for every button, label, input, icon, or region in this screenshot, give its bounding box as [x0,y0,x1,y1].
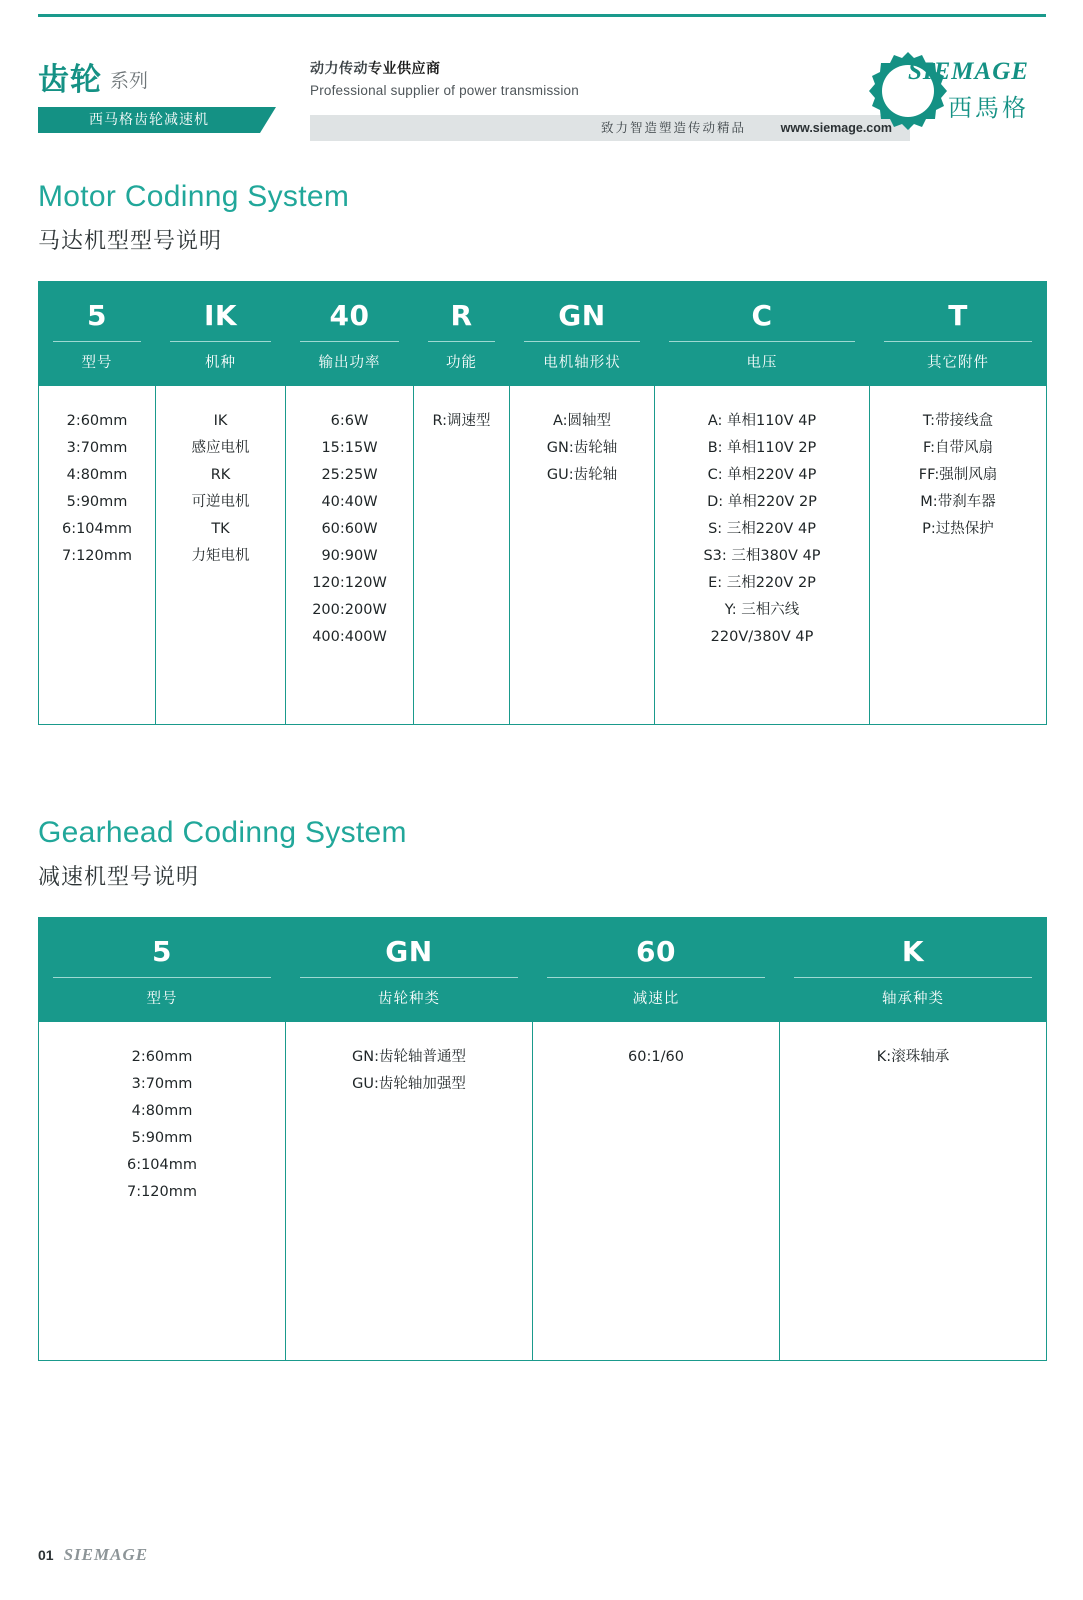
list-item: K:滚珠轴承 [876,1049,950,1065]
list-item: 200:200W [312,602,387,618]
list-item: 120:120W [312,575,387,591]
gearhead-col-label-2: 减速比 [632,991,680,1007]
motor-col-label-5: 电压 [746,355,778,371]
brand-title: 齿轮 [38,62,102,98]
list-item: 力矩电机 [191,548,250,564]
list-item: 5:90mm [66,494,128,510]
gearhead-col-code-2: 60 [636,935,676,968]
list-item: 2:60mm [66,413,128,429]
motor-col-code-1: IK [203,299,238,332]
logo-cn: 西馬格 [947,94,1029,122]
gearhead-col-head-3 [780,918,1047,1022]
list-item: 3:70mm [66,440,128,456]
gearhead-col-label-1: 齿轮种类 [378,991,440,1007]
motor-col-body-4 [510,386,655,725]
motor-col-head-2 [286,282,414,386]
motor-col-body-6 [870,386,1047,725]
motor-col-label-0: 型号 [81,355,113,371]
motor-table-header-row [39,282,1047,386]
gearhead-col-code-0: 5 [152,935,172,968]
motor-col-label-4: 电机轴形状 [543,355,621,371]
section-motor-title-cn: 马达机型型号说明 [38,229,223,254]
gearhead-col-body-1 [286,1022,533,1361]
list-item: T:带接线盒 [922,413,994,429]
page-number: 01 [38,1547,54,1563]
motor-col-label-2: 输出功率 [318,355,381,371]
gearhead-col-head-0 [39,918,286,1022]
list-item: B: 单相110V 2P [707,440,817,456]
list-item: 220V/380V 4P [710,629,814,645]
gearhead-col-body-0 [39,1022,286,1361]
tagline-cn-part1: 动力传动 [310,61,368,77]
gearhead-col-head-1 [286,918,533,1022]
list-item: 60:1/60 [628,1049,684,1065]
list-item: P:过热保护 [922,521,994,537]
logo-text [908,58,1029,123]
gearhead-table-header-row [39,918,1047,1022]
brand-series: 系列 [110,70,149,92]
motor-col-body-5 [655,386,870,725]
list-item: RK [210,467,231,483]
list-item: 400:400W [312,629,387,645]
list-item: Y: 三相六线 [724,602,800,618]
list-item: 6:104mm [126,1157,198,1173]
motor-col-label-3: 功能 [446,355,477,371]
list-item: 60:60W [321,521,378,537]
list-item: 3:70mm [131,1076,193,1092]
page-footer [38,1544,1046,1568]
list-item: S3: 三相380V 4P [703,548,821,564]
motor-col-body-0 [39,386,156,725]
tagline-cn-part2: 专业供应商 [368,61,441,77]
list-item: 2:60mm [131,1049,193,1065]
list-item: R:调速型 [432,413,491,429]
list-item: A: 单相110V 4P [707,413,817,429]
list-item: FF:强制风扇 [918,467,998,483]
section-motor [38,180,1046,725]
motor-coding-table [38,281,1047,725]
list-item: 25:25W [321,467,378,483]
gearhead-table-body-row [39,1022,1047,1361]
tagline [310,58,579,98]
list-item: F:自带风扇 [922,440,994,456]
logo-en: SIEMAGE [908,58,1029,85]
list-item: 6:104mm [61,521,133,537]
motor-col-head-1 [156,282,286,386]
section-gearhead-title-en: Gearhead Codinng System [38,816,407,849]
website-url[interactable]: www.siemage.com [780,121,892,135]
list-item: 4:80mm [131,1103,193,1119]
list-item: 90:90W [321,548,378,564]
list-item: GU:齿轮轴加强型 [352,1076,466,1092]
list-item: 感应电机 [191,440,250,456]
company-logo [856,40,1046,140]
tagline-en: Professional supplier of power transmission [310,83,579,98]
motor-col-label-6: 其它附件 [927,355,989,371]
motor-col-code-2: 40 [329,299,370,332]
list-item: TK [211,521,230,537]
brand-block [38,54,278,133]
motor-col-body-1 [156,386,286,725]
list-item: GN:齿轮轴普通型 [352,1049,466,1065]
list-item: 7:120mm [61,548,133,564]
section-motor-title-en: Motor Codinng System [38,180,350,213]
slogan-text: 致力智造塑造传动精品 [600,120,746,135]
section-gearhead-title-cn: 减速机型号说明 [38,865,200,890]
list-item: 7:120mm [126,1184,198,1200]
motor-table-body-row [39,386,1047,725]
motor-col-head-0 [39,282,156,386]
list-item: GN:齿轮轴 [546,440,618,456]
motor-col-code-0: 5 [87,299,107,332]
motor-col-head-4 [510,282,655,386]
motor-col-body-3 [414,386,510,725]
motor-col-code-4: GN [558,299,606,332]
motor-col-code-5: C [751,299,773,332]
list-item: C: 单相220V 4P [707,467,817,483]
motor-col-head-5 [655,282,870,386]
list-item: 15:15W [321,440,378,456]
list-item: M:带刹车器 [920,494,996,510]
motor-col-head-3 [414,282,510,386]
gearhead-col-body-2 [533,1022,780,1361]
list-item: 40:40W [321,494,378,510]
motor-col-head-6 [870,282,1047,386]
gearhead-coding-table [38,917,1047,1361]
tagline-cn [310,58,579,78]
gearhead-col-body-3 [780,1022,1047,1361]
list-item: S: 三相220V 4P [708,521,816,537]
motor-col-label-1: 机种 [205,355,236,371]
list-item: A:圆轴型 [552,413,612,429]
list-item: 4:80mm [66,467,128,483]
list-item: GU:齿轮轴 [546,467,618,483]
slogan-strip [310,115,910,141]
gearhead-col-label-3: 轴承种类 [882,991,944,1007]
list-item: 可逆电机 [191,494,250,510]
gearhead-col-head-2 [533,918,780,1022]
list-item: 6:6W [330,413,369,429]
motor-col-code-3: R [450,299,473,332]
motor-col-code-6: T [948,299,968,332]
brand-bar: 西马格齿轮减速机 [38,107,260,133]
section-gearhead [38,816,1046,1361]
gearhead-col-code-3: K [901,935,925,968]
gearhead-col-label-0: 型号 [146,991,178,1007]
top-rule [38,14,1046,17]
list-item: 5:90mm [131,1130,193,1146]
gearhead-col-code-1: GN [385,935,433,968]
motor-col-body-2 [286,386,414,725]
page-header [38,40,1046,140]
list-item: D: 单相220V 2P [707,494,817,510]
list-item: E: 三相220V 2P [708,575,816,591]
footer-logo: SIEMAGE [63,1545,149,1564]
list-item: IK [213,413,228,429]
